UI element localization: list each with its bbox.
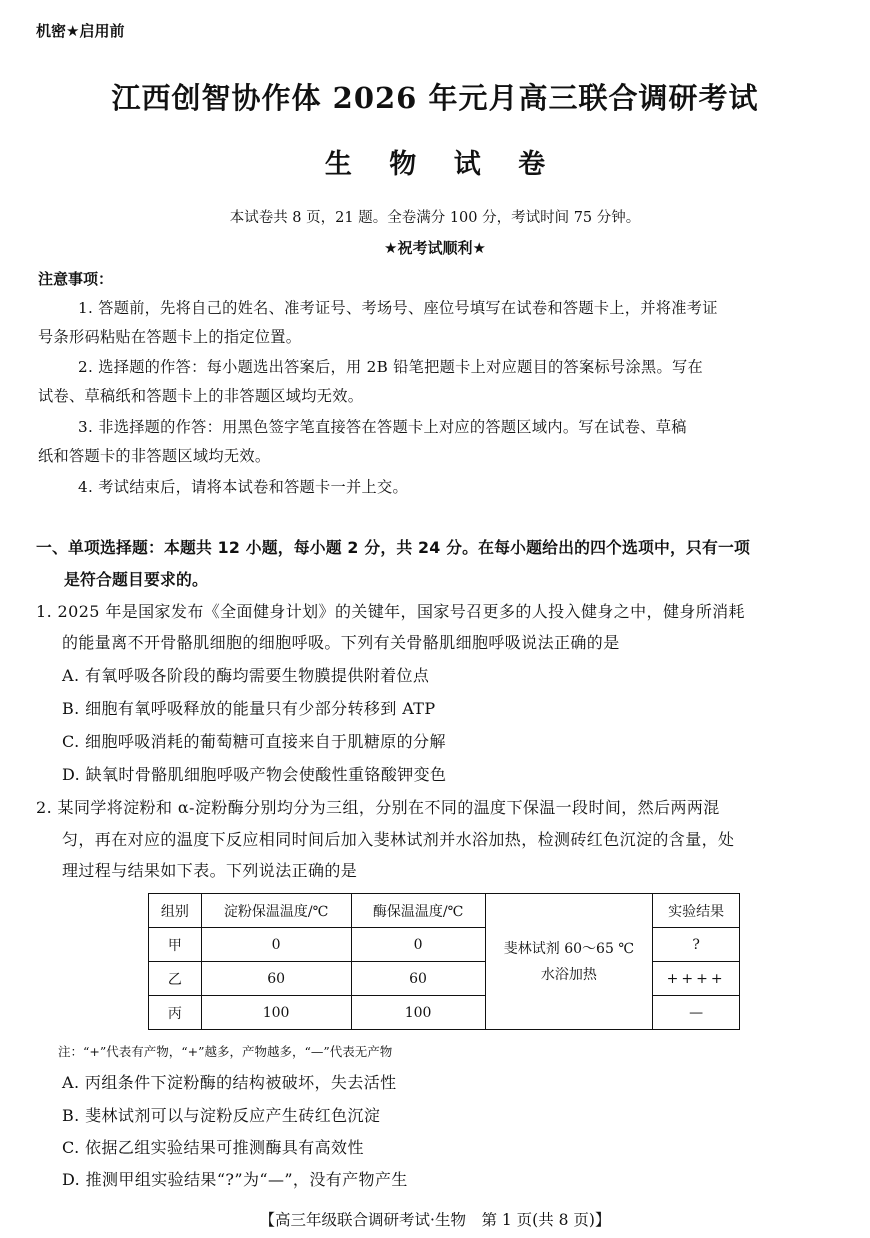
exam-subject: 生 物 试 卷: [324, 149, 560, 180]
notice-line: 4. 考试结束后，请将本试卷和答题卡一并上交。: [78, 478, 408, 496]
table-header-row: [149, 894, 740, 928]
merged-condition-line: 斐林试剂 60～65 ℃: [503, 940, 634, 957]
exam-info: 本试卷共 8 页，21 题。全卷满分 100 分，考试时间 75 分钟。: [229, 210, 641, 226]
notice-line: 试卷、草稿纸和答题卡上的非答题区域均无效。: [38, 387, 364, 405]
question-1-stem-cont: 的能量离不开骨骼肌细胞的细胞呼吸。下列有关骨骼肌细胞呼吸说法正确的是: [62, 633, 620, 652]
table-header: 酶保温温度/℃: [351, 894, 485, 928]
table-cell-starch: 100: [201, 996, 351, 1030]
secret-label: 机密★启用前: [36, 22, 125, 40]
notice-line: 号条形码粘贴在答题卡上的指定位置。: [38, 328, 302, 346]
notice-line: 3. 非选择题的作答：用黑色签字笔直接答在答题卡上对应的答题区域内。写在试卷、草稿: [78, 418, 687, 436]
table-cell-group: 丙: [149, 996, 202, 1030]
table-cell-starch: 60: [201, 962, 351, 996]
question-2-stem: 2. 某同学将淀粉和 α-淀粉酶分别均分为三组，分别在不同的温度下保温一段时间，然后两两混: [36, 798, 720, 817]
table-header: 组别: [149, 894, 202, 928]
table-cell-enzyme: 0: [351, 928, 485, 962]
question-2-option-c: C. 依据乙组实验结果可推测酶具有高效性: [62, 1138, 364, 1157]
exam-title: 江西创智协作体 2026 年元月高三联合调研考试: [111, 81, 759, 115]
question-2-stem-cont: 匀，再在对应的温度下反应相同时间后加入斐林试剂并水浴加热，检测砖红色沉淀的含量，处: [62, 830, 735, 849]
good-luck-line: ★祝考试顺利★: [384, 239, 486, 257]
table-cell-result: —: [653, 996, 740, 1030]
table-cell-enzyme: 100: [351, 996, 485, 1030]
question-1-option-c: C. 细胞呼吸消耗的葡萄糖可直接来自于肌糖原的分解: [62, 732, 446, 751]
question-2-option-a: A. 丙组条件下淀粉酶的结构被破坏，失去活性: [62, 1073, 397, 1092]
table-cell-group: 甲: [149, 928, 202, 962]
table-cell-group: 乙: [149, 962, 202, 996]
notice-heading: 注意事项：: [38, 270, 114, 288]
section-heading-cont: 是符合题目要求的。: [64, 570, 208, 589]
table-cell-starch: 0: [201, 928, 351, 962]
question-1-option-a: A. 有氧呼吸各阶段的酶均需要生物膜提供附着位点: [62, 666, 430, 685]
table-note: 注：“+”代表有产物，“+”越多，产物越多，“—”代表无产物: [58, 1044, 393, 1059]
question-2-option-d: D. 推测甲组实验结果“?”为“—”，没有产物产生: [62, 1170, 408, 1189]
notice-line: 纸和答题卡的非答题区域均无效。: [38, 447, 271, 465]
question-1-option-d: D. 缺氧时骨骼肌细胞呼吸产物会使酸性重铬酸钾变色: [62, 765, 447, 784]
page-footer: 【高三年级联合调研考试·生物 第 1 页(共 8 页)】: [259, 1211, 611, 1229]
notice-line: 2. 选择题的作答：每小题选出答案后，用 2B 铅笔把题卡上对应题目的答案标号涂黑。写在: [78, 358, 703, 376]
table-cell-enzyme: 60: [351, 962, 485, 996]
experiment-table: [148, 893, 740, 1030]
section-heading: 一、单项选择题：本题共 12 小题，每小题 2 分，共 24 分。在每小题给出的四个选项中，只有一项: [36, 538, 751, 557]
question-2-stem-cont: 理过程与结果如下表。下列说法正确的是: [62, 861, 358, 880]
question-1-stem: 1. 2025 年是国家发布《全面健身计划》的关键年，国家号召更多的人投入健身之中，健身所消耗: [36, 602, 745, 621]
table-header: 淀粉保温温度/℃: [201, 894, 351, 928]
table-header: 实验结果: [653, 894, 740, 928]
notice-line: 1. 答题前，先将自己的姓名、准考证号、考场号、座位号填写在试卷和答题卡上，并将准考证: [78, 299, 718, 317]
table-cell-result: ++++: [653, 962, 740, 996]
question-1-option-b: B. 细胞有氧呼吸释放的能量只有少部分转移到 ATP: [62, 699, 436, 718]
table-cell-result: ?: [653, 928, 740, 962]
merged-condition-line: 水浴加热: [540, 966, 597, 983]
merged-condition-cell: [485, 894, 653, 1030]
question-2-option-b: B. 斐林试剂可以与淀粉反应产生砖红色沉淀: [62, 1106, 381, 1125]
